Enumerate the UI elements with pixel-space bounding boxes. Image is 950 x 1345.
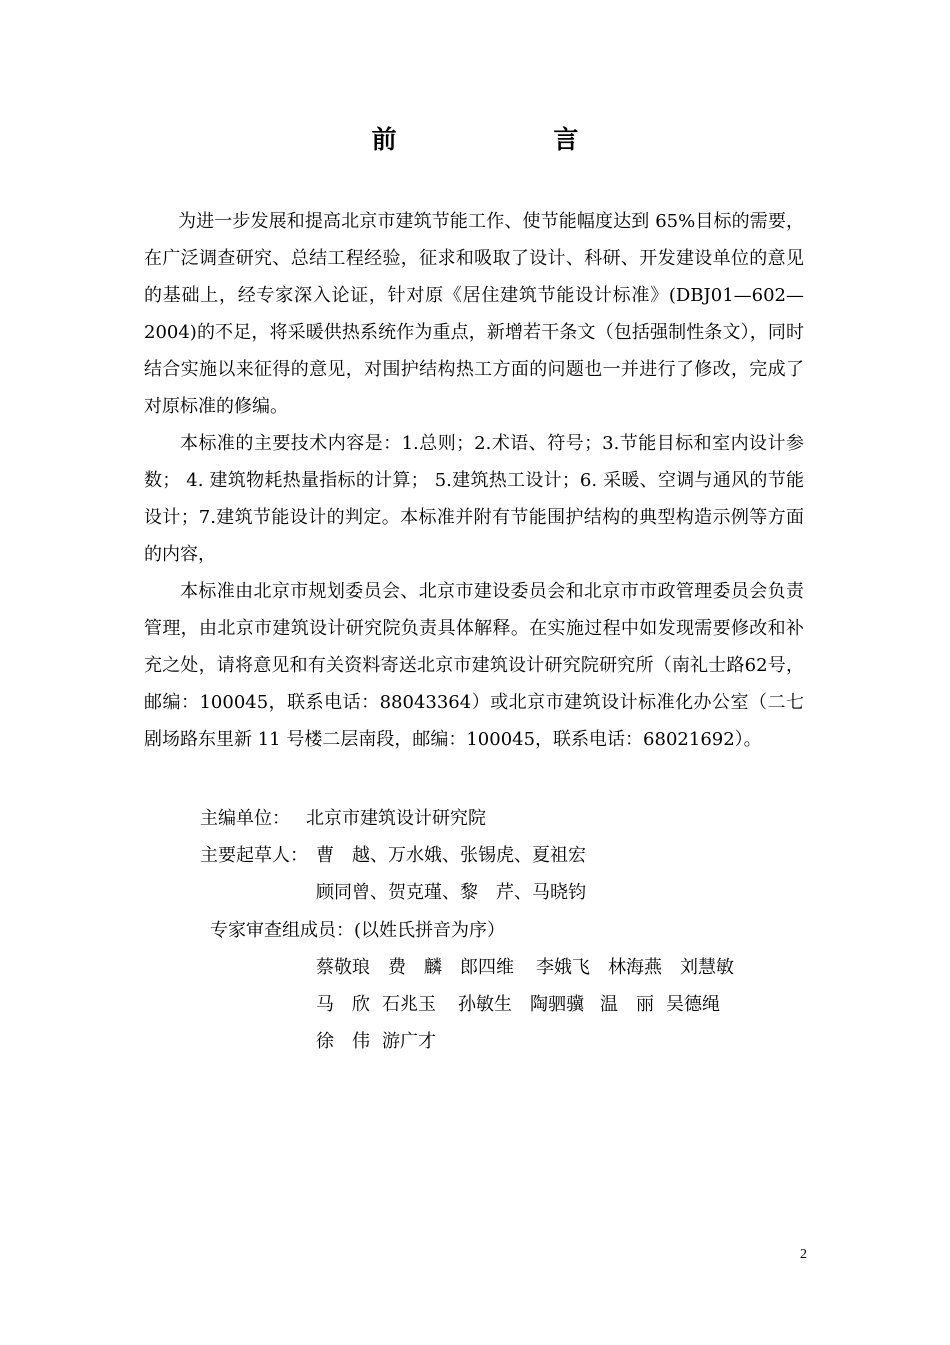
expert-name: 蔡敬琅 [316, 957, 370, 978]
drafters-line2: 顾同曾、贺克瑾、黎 芹、马晓钧 [316, 882, 586, 903]
expert-name: 温 丽 [600, 994, 654, 1015]
drafters-block [200, 837, 586, 911]
expert-name: 吴德绳 [666, 994, 720, 1015]
drafters-label: 主要起草人： [200, 845, 308, 866]
experts-names [316, 949, 752, 1060]
expert-name: 林海燕 [608, 957, 662, 978]
editor-block [200, 800, 486, 837]
expert-name: 游广才 [382, 1031, 436, 1052]
expert-name: 孙敏生 [458, 994, 512, 1015]
editor-label: 主编单位： [200, 808, 290, 829]
experts-label: 专家审查组成员：(以姓氏拼音为序） [210, 920, 506, 941]
page-title: 前 言 [371, 125, 653, 154]
expert-name: 郎四维 [460, 957, 514, 978]
paragraph-management: 本标准由北京市规划委员会、北京市建设委员会和北京市市政管理委员会负责管理，由北京市建筑设计研究院负责具体解释。在实施过程中如发现需要修改和补充之处，请将意见和有关资料寄送北京市建筑设计研究院研究所（南礼士路62号，邮编：100045，联系电话：88043364）或北京市建筑设计标准化办公室（二七剧场路东里新 11 号楼二层南段，邮编：100045，联系电话：68021692）。 [144, 581, 804, 750]
expert-name: 李娥飞 [536, 957, 590, 978]
expert-name: 刘慧敏 [680, 957, 734, 978]
editor-value: 北京市建筑设计研究院 [306, 808, 486, 829]
expert-name: 陶驷骥 [530, 994, 584, 1015]
paragraph-purpose: 为进一步发展和提高北京市建筑节能工作、使节能幅度达到 65%目标的需要，在广泛调查研究、总结工程经验，征求和吸取了设计、科研、开发建设单位的意见的基础上，经专家深入论证，针对原《居住建筑节能设计标准》(DBJ01—602—2004)的不足，将采暖供热系统作为重点，新增若干条文（包括强制性条文），同时结合实施以来征得的意见，对围护结构热工方面的问题也一并进行了修改，完成了对原标准的修编。 [144, 211, 804, 417]
drafters-line1: 曹 越、万水娥、张锡虎、夏祖宏 [316, 845, 586, 866]
experts-block [210, 912, 505, 949]
page-number: 2 [800, 1247, 807, 1262]
body-text [144, 203, 804, 758]
experts-row-2 [316, 986, 752, 1023]
experts-row-1 [316, 949, 752, 986]
experts-row-3 [316, 1023, 752, 1060]
expert-name: 马 欣 [316, 994, 370, 1015]
paragraph-contents: 本标准的主要技术内容是：1.总则；2.术语、符号；3.节能目标和室内设计参数； 4. 建筑物耗热量指标的计算； 5.建筑热工设计；6. 采暖、空调与通风的节能设计；7.建筑节能设计的判定。本标准并附有节能围护结构的典型构造示例等方面的内容， [144, 433, 804, 565]
expert-name: 费 麟 [388, 957, 442, 978]
expert-name: 石兆玉 [382, 994, 436, 1015]
expert-name: 徐 伟 [316, 1031, 370, 1052]
